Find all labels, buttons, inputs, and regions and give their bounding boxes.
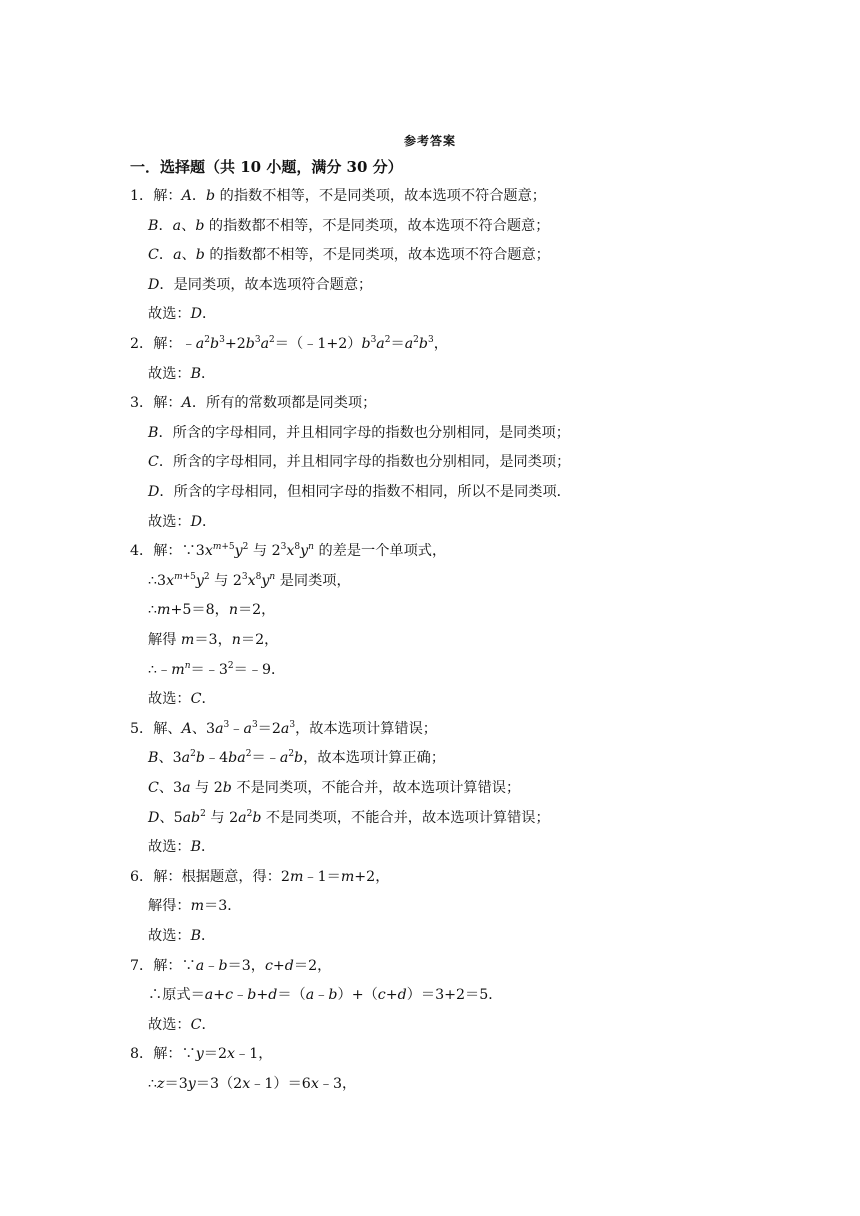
answer-line: 故选：B． xyxy=(148,366,216,382)
section-heading: 一．选择题（共 10 小题，满分 30 分） xyxy=(130,158,403,176)
answer-line: 3．解：A．所有的常数项都是同类项； xyxy=(130,395,377,411)
answer-line: D．是同类项，故本选项符合题意； xyxy=(148,277,373,293)
answer-line: 解得：m＝3． xyxy=(148,898,242,914)
answer-line: 故选：D． xyxy=(148,306,217,322)
answer-line: B．a、b 的指数都不相等，不是同类项，故本选项不符合题意； xyxy=(148,218,550,234)
answer-line: ∴原式＝a+c﹣b+d＝（a﹣b）+（c+d）＝3+2＝5． xyxy=(148,987,503,1003)
answer-line: ∴m+5＝8，n＝2， xyxy=(148,602,276,618)
answer-line: B、$3a^2b﹣4ba^2=﹣a^2b$，故本选项计算正确； xyxy=(148,749,446,766)
answer-line: $\therefore﹣m^n=﹣3^2=﹣9$． xyxy=(148,661,286,678)
answer-line: 故选：D． xyxy=(148,514,217,530)
answer-line: 6．解：根据题意，得：2m﹣1＝m+2， xyxy=(130,869,390,885)
page-title: 参考答案 xyxy=(403,134,456,148)
answer-line: 1．解：A．b 的指数不相等，不是同类项，故本选项不符合题意； xyxy=(130,188,546,204)
answer-line: C．a、b 的指数都不相等，不是同类项，故本选项不符合题意； xyxy=(148,247,550,263)
answer-line: 解得 m＝3，n＝2， xyxy=(148,632,279,648)
answer-line: 7．解：∵a﹣b＝3，c+d＝2， xyxy=(130,958,332,974)
answer-line: $\therefore 3x^{m+5}y^2$ 与 $2^3x^8y^n$ 是同类项， xyxy=(148,572,351,589)
answer-line: 故选：C． xyxy=(148,691,216,707)
answer-line: ∴z＝3y＝3（2x﹣1）＝6x﹣3， xyxy=(148,1076,357,1092)
answer-line: 2．解：$﹣a^2b^3+2b^3a^2=(﹣1+2)b^3a^2=a^2b^3$， xyxy=(130,335,448,352)
answer-line: 5．解、A、$3a^3﹣a^3=2a^3$，故本选项计算错误； xyxy=(130,720,437,737)
answer-line: 故选：B． xyxy=(148,839,216,855)
answer-line: 故选：C． xyxy=(148,1017,216,1033)
answer-line: 8．解：∵y＝2x﹣1， xyxy=(130,1046,273,1062)
answer-line: B．所含的字母相同，并且相同字母的指数也分别相同，是同类项； xyxy=(148,425,570,441)
answer-line: C．所含的字母相同，并且相同字母的指数也分别相同，是同类项； xyxy=(148,454,571,470)
answer-line: 故选：B． xyxy=(148,928,216,944)
answer-line: 4．解：$\because 3x^{m+5}y^2$ 与 $2^3x^8y^n$ 的差是一个单项式， xyxy=(130,542,447,559)
answer-line: C、3a 与 2b 不是同类项，不能合并，故本选项计算错误； xyxy=(148,780,521,796)
answer-line: D、$5ab^2$ 与 $2a^2b$ 不是同类项，不能合并，故本选项计算错误； xyxy=(148,809,550,826)
answer-line: D．所含的字母相同，但相同字母的指数不相同，所以不是同类项． xyxy=(148,484,571,500)
